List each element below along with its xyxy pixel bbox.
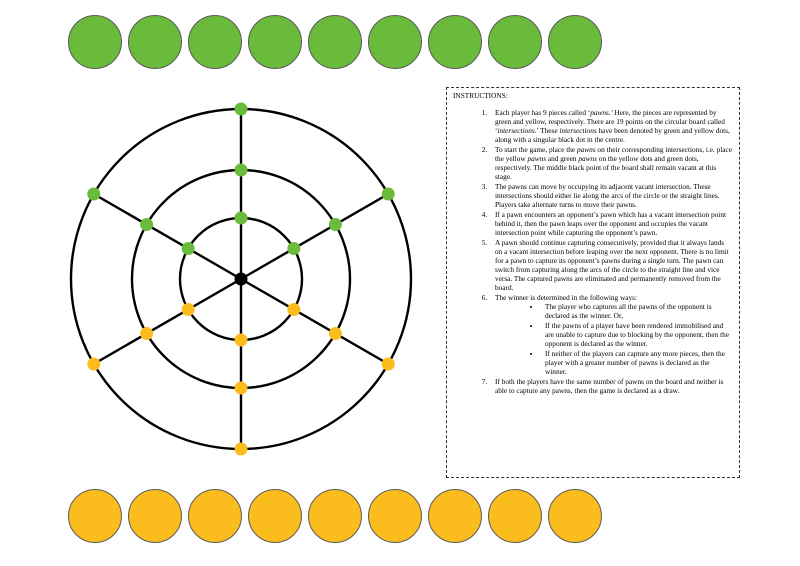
yellow-intersection-point[interactable] — [329, 327, 342, 340]
instructions-title: INSTRUCTIONS: — [453, 91, 508, 100]
yellow-reserve-pawn[interactable] — [548, 489, 602, 543]
italic-term: pawns — [578, 154, 597, 163]
rule-text: The winner is determined in the following ways: — [495, 293, 638, 302]
yellow-intersection-point[interactable] — [182, 303, 195, 316]
board-spoke-line — [94, 279, 241, 364]
winner-condition-item: • The player who captures all the pawns of the opponent is declared as the winner. Or, — [541, 302, 733, 320]
board-spoke-line — [241, 279, 388, 364]
rule-item — [489, 145, 733, 181]
rules-list — [453, 108, 733, 395]
green-intersection-point[interactable] — [382, 188, 395, 201]
yellow-intersection-point[interactable] — [287, 303, 300, 316]
yellow-reserve-pawn[interactable] — [428, 489, 482, 543]
yellow-intersection-point[interactable] — [140, 327, 153, 340]
yellow-reserve-pawn[interactable] — [248, 489, 302, 543]
rule-text: If a pawn encounters an opponent’s pawn which has a vacant intersection point behind it, then the pawn leaps over the opponent and occupies the vacant intersection point while capturing the opponent’s pawn. — [495, 210, 726, 237]
center-intersection-point[interactable] — [235, 273, 248, 286]
rule-text: on their corresponding intersections, i.e. place the yellow — [495, 145, 732, 163]
yellow-intersection-point[interactable] — [235, 334, 248, 347]
board-spoke-line — [241, 194, 388, 279]
green-intersection-point[interactable] — [329, 218, 342, 231]
yellow-intersection-point[interactable] — [235, 382, 248, 395]
rule-text: The pawns can move by occupying its adjacent vacant intersection. These intersections should either lie along the arcs of the circle or the straight lines. Players take alternate turns to move their pawns. — [495, 182, 720, 209]
yellow-pawn-reserve-row — [0, 489, 800, 549]
yellow-reserve-pawn[interactable] — [368, 489, 422, 543]
green-intersection-point[interactable] — [235, 103, 248, 116]
yellow-reserve-pawn[interactable] — [188, 489, 242, 543]
rule-text: If both the players have the same number of pawns on the board and neither is able to capture any pawns, then the game is declared as a draw. — [495, 377, 724, 395]
rule-text: To start the game, place the — [495, 145, 577, 154]
yellow-intersection-point[interactable] — [87, 358, 100, 371]
green-intersection-point[interactable] — [235, 212, 248, 225]
italic-term: intersections — [497, 126, 535, 135]
rule-text: have been denoted by green and yellow dots, along with a singular black dot in the centre. — [495, 126, 730, 144]
rule-text: .’ These — [534, 126, 560, 135]
rule-item — [489, 377, 733, 395]
green-reserve-pawn[interactable] — [488, 15, 542, 69]
rule-item — [489, 210, 733, 237]
rule-item — [489, 238, 733, 292]
rule-item — [489, 293, 733, 376]
yellow-reserve-pawn[interactable] — [128, 489, 182, 543]
rule-item — [489, 182, 733, 209]
green-reserve-pawn[interactable] — [548, 15, 602, 69]
green-intersection-point[interactable] — [235, 164, 248, 177]
yellow-intersection-point[interactable] — [382, 358, 395, 371]
board-spoke-line — [94, 194, 241, 279]
italic-term: intersections — [559, 126, 597, 135]
winner-condition-item: • If the pawns of a player have been rendered immobilised and are unable to capture due to blocking by the opponent, then the opponent is declared as the winner. — [541, 321, 733, 348]
rule-item — [489, 108, 733, 144]
green-intersection-point[interactable] — [140, 218, 153, 231]
winner-condition-item: • If neither of the players can capture any more pieces, then the player with a greater number of pawns is declared as the winner. — [541, 349, 733, 376]
italic-term: pawns — [576, 145, 596, 154]
green-intersection-point[interactable] — [287, 242, 300, 255]
yellow-intersection-point[interactable] — [235, 443, 248, 456]
rule-text: .’ Here, the pieces are represented by green and yellow, respectively. There are 19 points on the circular board called ‘ — [495, 108, 725, 135]
rule-text: Each player has 9 pieces called ‘ — [495, 108, 591, 117]
green-intersection-point[interactable] — [182, 242, 195, 255]
yellow-reserve-pawn[interactable] — [308, 489, 362, 543]
yellow-reserve-pawn[interactable] — [488, 489, 542, 543]
italic-term: pawns — [527, 154, 547, 163]
instructions-panel — [446, 87, 740, 478]
winner-conditions-list — [495, 302, 733, 376]
rule-text: A pawn should continue capturing consecutively, provided that it always lands on a vacant intersection before leaping over the next opponent. There is no limit for a pawn to capture its opponent’s pawns during a single turn. The pawn can switch from capturing along the arcs of the circle to the straight line and vice versa. The captured pawns are eliminated and permanently removed from the board. — [495, 238, 729, 292]
rule-text: and green — [546, 154, 579, 163]
rule-text: on the yellow dots and green dots, respectively. The middle black point of the board shall remain vacant at this stage. — [495, 154, 717, 181]
green-intersection-point[interactable] — [87, 188, 100, 201]
yellow-reserve-pawn[interactable] — [68, 489, 122, 543]
italic-term: pawns — [590, 108, 609, 117]
